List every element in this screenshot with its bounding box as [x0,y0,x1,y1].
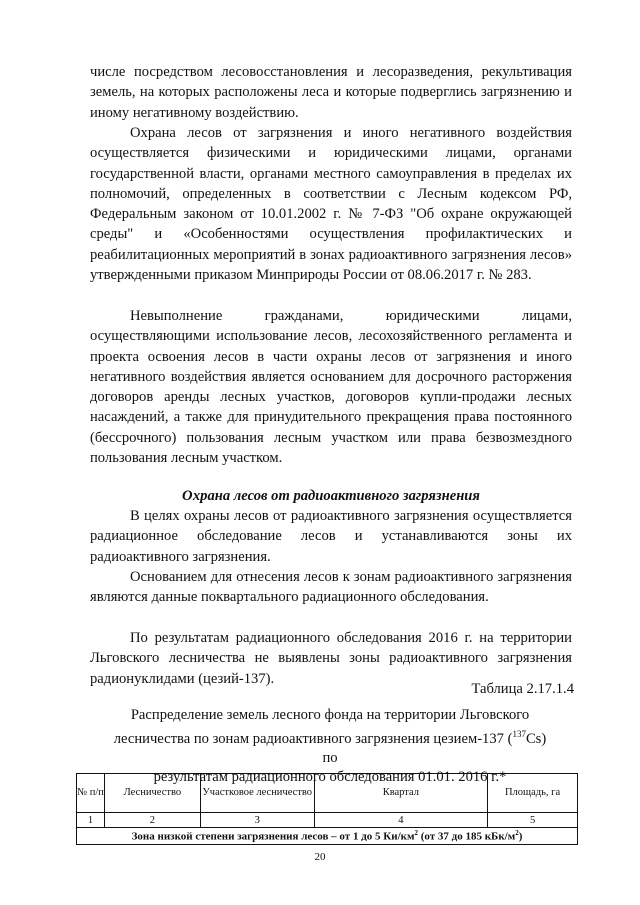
col-number-2: 2 [104,813,200,828]
page-number: 20 [314,851,326,863]
zone-low-contamination [77,828,578,845]
paragraph-non-compliance: Невыполнение гражданами, юридическими лицами, осуществляющими использование лесов, лесохозяйственного регламента и проекта освоения лесов в части охраны лесов от загрязнения и иного негативного воздействия является основанием для досрочного расторжения договоров аренды лесных участков, договоров купли-продажи лесных насаждений, а также для принудительного прекращения права постоянного (бессрочного) пользования лесным участком или права безвозмездного пользования лесным участком. [90,308,572,467]
paragraph-continuation: числе посредством лесовосстановления и лесоразведения, рекультивация земель, на которых расположены леса и которые подверглись загрязнению и иному негативному воздействию. [90,64,572,121]
header-quarter: Квартал [314,774,488,813]
table-row [77,828,578,845]
caption-isotope-superscript: 137 [512,729,526,739]
zone-sup-b: 2 [515,829,519,838]
caption-line-2-text: лесничества по зонам радиоактивного загрязнения цезием-137 ( [113,730,513,747]
col-number-1: 1 [77,813,105,828]
paragraph-survey-results: По результатам радиационного обследования 2016 г. на территории Льговского лесничества не выявлены зоны радиоактивного загрязнения радионуклидами (цезий-137). [90,630,572,687]
zone-text-a: Зона низкой степени загрязнения лесов – от 1 до 5 Ки/км [131,830,415,843]
table-row [77,813,578,828]
section-heading: Охрана лесов от радиоактивного загрязнения [182,488,480,504]
col-number-5: 5 [488,813,578,828]
col-number-3: 3 [200,813,314,828]
header-area: Площадь, га [488,774,578,813]
table-header-row [77,774,578,813]
zone-text-b: (от 37 до 185 кБк/м [417,830,516,843]
table-label: Таблица 2.17.1.4 [471,681,574,697]
zone-sup-a: 2 [414,829,418,838]
zone-text-c: ) [518,830,523,843]
caption-line-2-tail: Cs) по [322,730,547,766]
col-number-4: 4 [314,813,488,828]
header-forestry: Лесничество [104,774,200,813]
caption-line-1: Распределение земель лесного фонда на территории Льговского [130,707,530,723]
caption-line-2 [110,725,550,768]
paragraph-radiation-survey: В целях охраны лесов от радиоактивного загрязнения осуществляется радиационное обследование лесов и устанавливаются зоны их радиоактивного загрязнения. [90,508,572,565]
caption-line-3: результатам радиационного обследования 01.01. 2016 г.* [153,768,507,785]
paragraph-forest-protection: Охрана лесов от загрязнения и иного негативного воздействия осуществляется физическими и юридическими лицами, органами государственной власти, органами местного самоуправления в пределах их полномочий, определенных в соответствии с Лесным кодексом РФ, Федеральным законом от 10.01.2002 г. № 7-ФЗ "Об охране окружающей среды" и «Особенностями осуществления профилактических и реабилитационных мероприятий в зонах радиоактивного загрязнения лесов» утвержденными приказом Минприроды России от 08.06.2017 г. № 283. [90,125,572,284]
header-number: № п/п [77,774,105,813]
header-district-forestry: Участковое лесничество [200,774,314,813]
contamination-table [76,773,578,845]
paragraph-zone-basis: Основанием для отнесения лесов к зонам радиоактивного загрязнения являются данные поквартального радиационного обследования. [90,569,572,606]
